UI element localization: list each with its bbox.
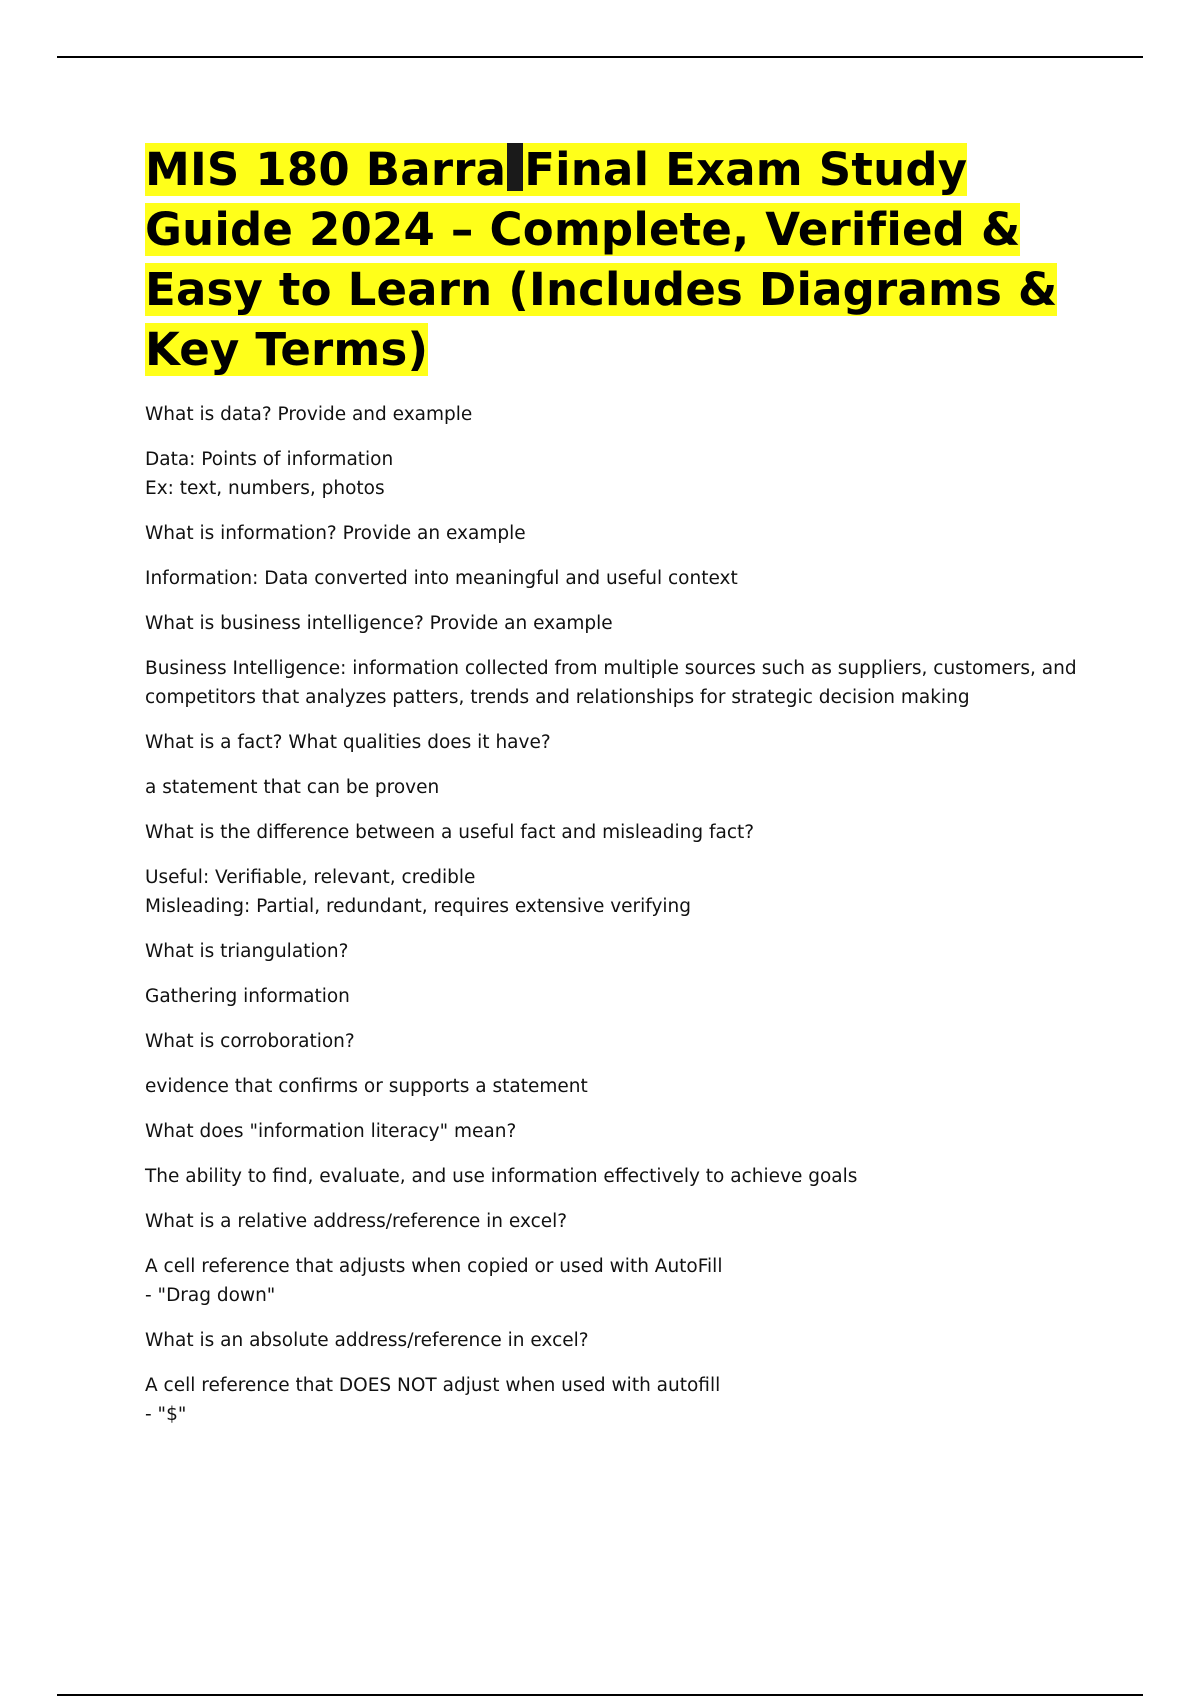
question-9: What is a relative address/reference in excel?: [145, 1211, 568, 1232]
question-4: What is a fact? What qualities does it have?: [145, 732, 551, 753]
title-part-1: MIS 180 Barra: [145, 143, 507, 196]
answer-7: evidence that confirms or supports a statement: [145, 1076, 588, 1097]
answer-5: Useful: Verifiable, relevant, credible Misleading: Partial, redundant, requires extensive verifying: [145, 867, 692, 917]
question-3: What is business intelligence? Provide an example: [145, 613, 613, 634]
question-1: What is data? Provide and example: [145, 404, 473, 425]
answer-8: The ability to find, evaluate, and use information effectively to achieve goals: [145, 1166, 858, 1187]
question-2: What is information? Provide an example: [145, 523, 526, 544]
question-8: What does "information literacy" mean?: [145, 1121, 517, 1142]
question-5: What is the difference between a useful fact and misleading fact?: [145, 822, 755, 843]
answer-3: Business Intelligence: information collected from multiple sources such as suppliers, customers, and competitors that analyzes patters, trends and relationships for strategic decision making: [145, 658, 1077, 708]
title-part-2: Final Exam Study Guide 2024 – Complete, Verified & Easy to Learn (Includes Diagrams & Key Terms): [145, 143, 1058, 376]
answer-10: A cell reference that DOES NOT adjust when used with autofill - "$": [145, 1375, 721, 1425]
answer-1: Data: Points of information Ex: text, numbers, photos: [145, 449, 394, 499]
answer-4: a statement that can be proven: [145, 777, 440, 798]
question-7: What is corroboration?: [145, 1031, 355, 1052]
top-rule: [57, 56, 1143, 58]
qa-list: [145, 400, 1105, 1429]
bottom-rule: [57, 1694, 1143, 1696]
answer-6: Gathering information: [145, 986, 350, 1007]
document-title: [145, 140, 1105, 380]
question-10: What is an absolute address/reference in excel?: [145, 1330, 589, 1351]
answer-9: A cell reference that adjusts when copied or used with AutoFill - "Drag down": [145, 1256, 723, 1306]
answer-2: Information: Data converted into meaningful and useful context: [145, 568, 738, 589]
question-6: What is triangulation?: [145, 941, 349, 962]
document-body: [145, 140, 1105, 1445]
title-highlight: [145, 143, 1057, 376]
text-cursor: [507, 143, 523, 191]
